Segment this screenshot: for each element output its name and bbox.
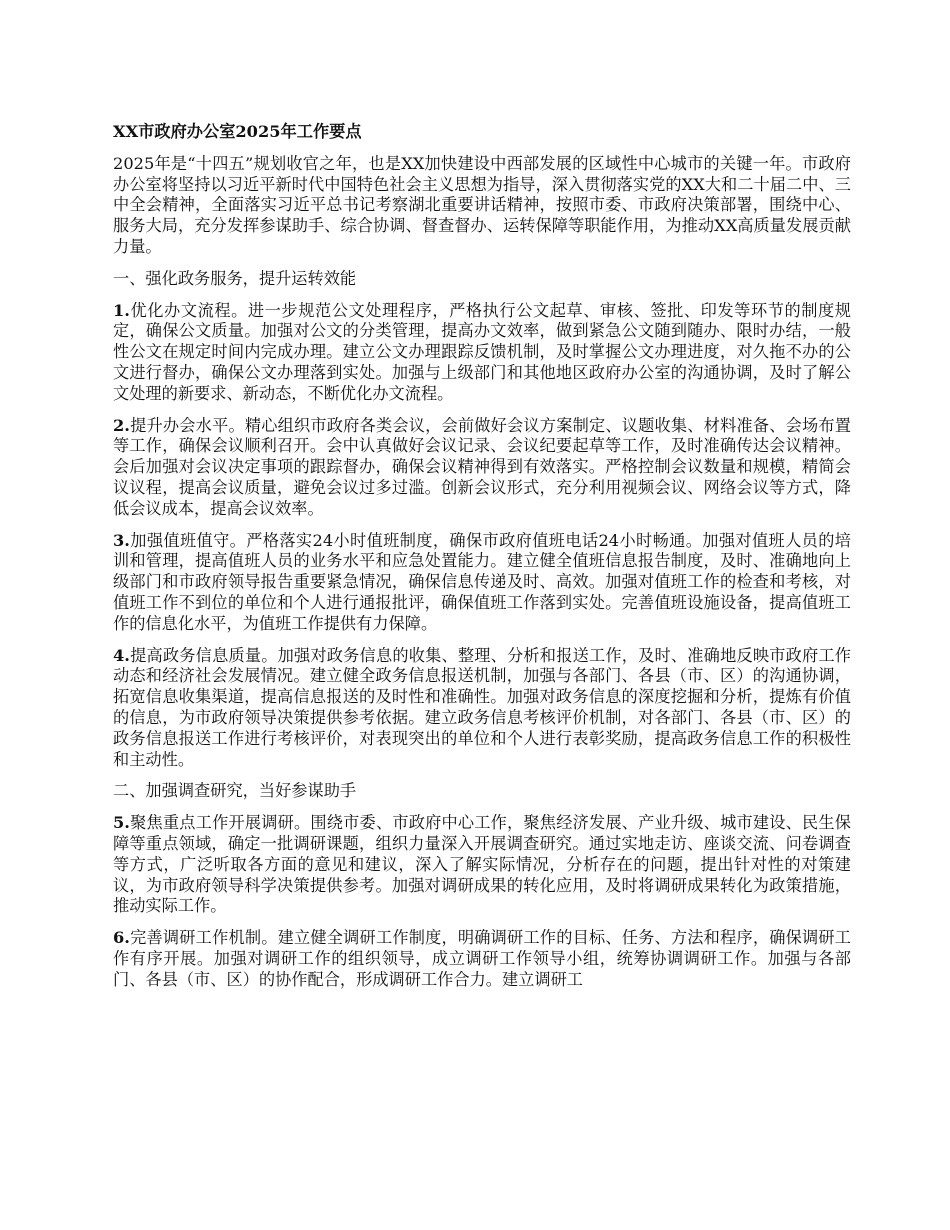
item-text: 提升办会水平。精心组织市政府各类会议，会前做好会议方案制定、议题收集、材料准备、会场布置等工作，确保会议顺利召开。会中认真做好会议记录、会议纪要起草等工作，及时准确传达会议精神。会后加强对会议决定事项的跟踪督办，确保会议精神得到有效落实。严格控制会议数量和规模，精简会议议程，提高会议质量，避免会议过多过滥。创新会议形式，充分利用视频会议、网络会议等方式，降低会议成本，提高会议效率。	[113, 415, 851, 518]
item-text: 加强值班值守。严格落实24小时值班制度，确保市政府值班电话24小时畅通。加强对值班人员的培训和管理，提高值班人员的业务水平和应急处置能力。建立健全值班信息报告制度，及时、准确地向上级部门和市政府领导报告重要紧急情况，确保信息传递及时、高效。加强对值班工作的检查和考核，对值班工作不到位的单位和个人进行通报批评，确保值班工作落到实处。完善值班设施设备，提高值班工作的信息化水平，为值班工作提供有力保障。	[113, 530, 851, 633]
document-title: XX市政府办公室2025年工作要点	[113, 122, 362, 141]
item-text: 提高政务信息质量。加强对政务信息的收集、整理、分析和报送工作，及时、准确地反映市政府工作动态和经济社会发展情况。建立健全政务信息报送机制，加强与各部门、各县（市、区）的沟通协调，拓宽信息收集渠道，提高信息报送的及时性和准确性。加强对政务信息的深度挖掘和分析，提炼有价值的信息，为市政府领导决策提供参考依据。建立政务信息考核评价机制，对各部门、各县（市、区）的政务信息报送工作进行考核评价，对表现突出的单位和个人进行表彰奖励，提高政务信息工作的积极性和主动性。	[113, 645, 851, 769]
item-text: 聚焦重点工作开展调研。围绕市委、市政府中心工作，聚焦经济发展、产业升级、城市建设、民生保障等重点领域，确定一批调研课题，组织力量深入开展调查研究。通过实地走访、座谈交流、问卷调查等方式，广泛听取各方面的意见和建议，深入了解实际情况，分析存在的问题，提出针对性的对策建议，为市政府领导科学决策提供参考。加强对调研成果的转化应用，及时将调研成果转化为政策措施，推动实际工作。	[113, 813, 851, 916]
item-number: 1.	[113, 300, 130, 320]
list-item	[113, 531, 851, 635]
item-text: 优化办文流程。进一步规范公文处理程序，严格执行公文起草、审核、签批、印发等环节的制度规定，确保公文质量。加强对公文的分类管理，提高办文效率，做到紧急公文随到随办、限时办结，一般性公文在规定时间内完成办理。建立公文办理跟踪反馈机制，及时掌握公文办理进度，对久拖不办的公文进行督办，确保公文办理落到实处。加强与上级部门和其他地区政府办公室的沟通协调，及时了解公文处理的新要求、新动态，不断优化办文流程。	[113, 300, 851, 403]
item-number: 3.	[113, 530, 130, 550]
document-page	[113, 122, 851, 1001]
section-heading-1: 一、强化政务服务，提升运转效能	[113, 268, 357, 288]
list-item	[113, 301, 851, 405]
intro-paragraph: 2025年是“十四五”规划收官之年，也是XX加快建设中西部发展的区域性中心城市的关键一年。市政府办公室将坚持以习近平新时代中国特色社会主义思想为指导，深入贯彻落实党的XX大和二十届二中、三中全会精神，全面落实习近平总书记考察湖北重要讲话精神，按照市委、市政府决策部署，围绕中心、服务大局，充分发挥参谋助手、综合协调、督查督办、运转保障等职能作用，为推动XX高质量发展贡献力量。	[113, 153, 851, 256]
section-heading-2: 二、加强调查研究，当好参谋助手	[113, 781, 357, 801]
list-item	[113, 928, 851, 990]
list-item	[113, 646, 851, 771]
item-number: 6.	[113, 928, 130, 948]
item-text: 完善调研工作机制。建立健全调研工作制度，明确调研工作的目标、任务、方法和程序，确保调研工作有序开展。加强对调研工作的组织领导，成立调研工作领导小组，统筹协调调研工作。加强与各部门、各县（市、区）的协作配合，形成调研工作合力。建立调研工	[113, 928, 851, 989]
item-number: 2.	[113, 415, 130, 435]
item-number: 4.	[113, 645, 130, 665]
list-item	[113, 416, 851, 520]
list-item	[113, 813, 851, 917]
item-number: 5.	[113, 813, 130, 833]
